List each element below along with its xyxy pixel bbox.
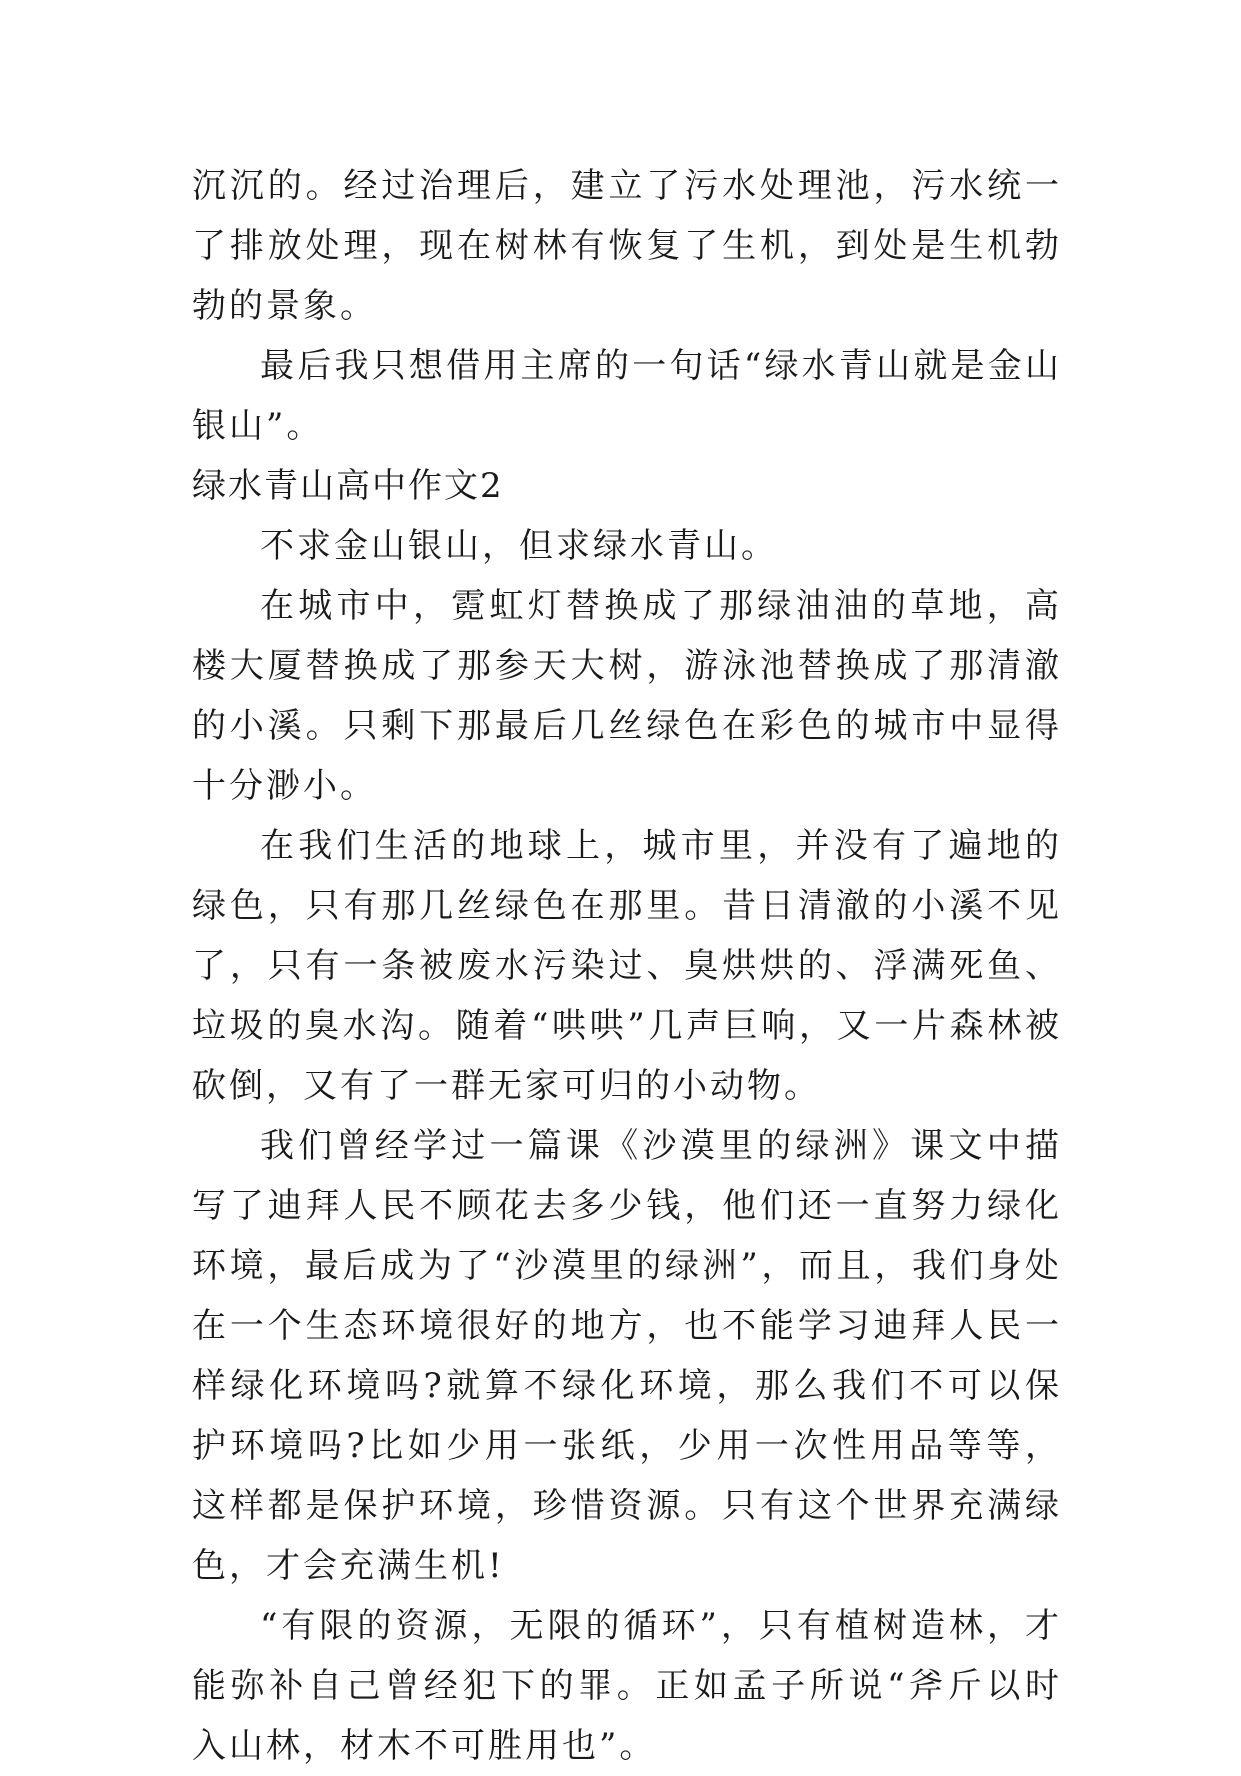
paragraph: 在我们生活的地球上，城市里，并没有了遍地的绿色，只有那几丝绿色在那里。昔日清澈的小溪不见了，只有一条被废水污染过、臭烘烘的、浮满死鱼、垃圾的臭水沟。随着“哄哄”几声巨响，又一片森林被砍倒，又有了一群无家可归的小动物。 — [192, 826, 1062, 1106]
section-heading: 绿水青山高中作文2 — [192, 466, 504, 506]
paragraph: “有限的资源，无限的循环”，只有植树造林，才能弥补自己曾经犯下的罪。正如孟子所说“斧斤以时入山林，材木不可胜用也”。 — [192, 1606, 1062, 1766]
paragraph: 不求金山银山，但求绿水青山。 — [260, 526, 778, 566]
paragraph: 我们曾经学过一篇课《沙漠里的绿洲》课文中描写了迪拜人民不顾花去多少钱，他们还一直努力绿化环境，最后成为了“沙漠里的绿洲”，而且，我们身处在一个生态环境很好的地方，也不能学习迪拜人民一样绿化环境吗?就算不绿化环境，那么我们不可以保护环境吗?比如少用一张纸，少用一次性用品等等，这样都是保护环境，珍惜资源。只有这个世界充满绿色，才会充满生机! — [192, 1126, 1062, 1586]
paragraph: 在城市中，霓虹灯替换成了那绿油油的草地，高楼大厦替换成了那参天大树，游泳池替换成了那清澈的小溪。只剩下那最后几丝绿色在彩色的城市中显得十分渺小。 — [192, 586, 1062, 806]
document-body — [192, 156, 1062, 1776]
paragraph: 沉沉的。经过治理后，建立了污水处理池，污水统一了排放处理，现在树林有恢复了生机，到处是生机勃勃的景象。 — [192, 166, 1062, 326]
paragraph: 最后我只想借用主席的一句话“绿水青山就是金山银山”。 — [192, 346, 1062, 446]
